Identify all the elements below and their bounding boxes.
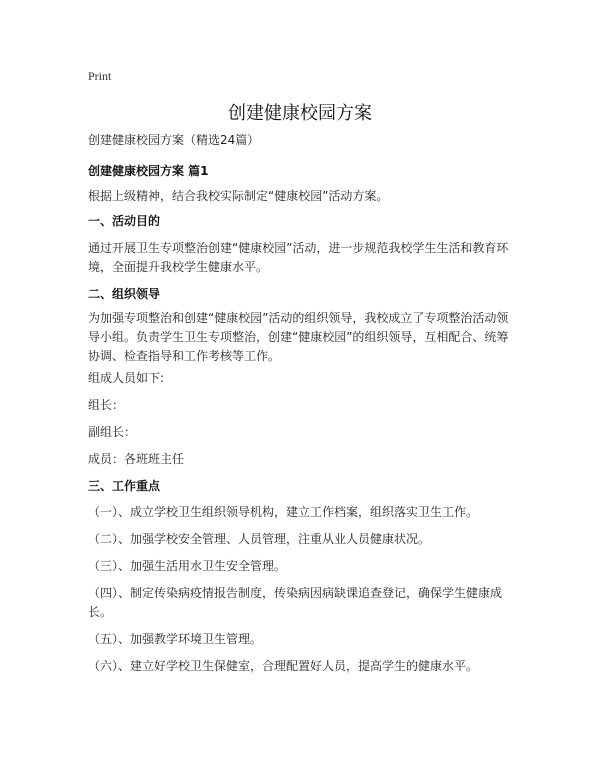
members-intro: 组成人员如下: <box>88 371 165 385</box>
members-line: 成员：各班班主任 <box>88 452 185 466</box>
paragraph-3: 为加强专项整治和创建“健康校园”活动的组织领导，我校成立了专项整治活动领导小组。负责学生卫生专项整治，创建“健康校园”的组织领导，互相配合、统筹协调、检查指导和工作考核等工作。 <box>88 311 509 363</box>
list-item: （二）、加强学校安全管理、人员管理，注重从业人员健康状况。 <box>88 532 431 546</box>
deputy-leader-line: 副组长： <box>88 425 137 439</box>
heading-activity-purpose: 一、活动目的 <box>88 214 161 228</box>
list-item: （三）、加强生活用水卫生安全管理。 <box>88 559 287 573</box>
print-label: Print <box>88 69 112 83</box>
heading-organization: 二、组织领导 <box>88 287 161 301</box>
list-item: （五）、加强教学环境卫生管理。 <box>88 632 263 646</box>
paragraph-1: 根据上级精神，结合我校实际制定“健康校园”活动方案。 <box>88 189 389 203</box>
leader-line: 组长： <box>88 398 125 412</box>
paragraph-2: 通过开展卫生专项整治创建“健康校园”活动，进一步规范我校学生生活和教育环境，全面提升我校学生健康水平。 <box>88 241 509 274</box>
list-item: （四）、制定传染病疫情报告制度，传染病因病缺课追查登记，确保学生健康成长。 <box>88 586 503 619</box>
section-title: 创建健康校园方案 篇1 <box>88 164 209 178</box>
list-item: （六）、建立好学校卫生保健室，合理配置好人员，提高学生的健康水平。 <box>88 659 479 673</box>
heading-work-focus: 三、工作重点 <box>88 479 161 493</box>
list-item: （一）、成立学校卫生组织领导机构，建立工作档案，组织落实卫生工作。 <box>88 505 479 519</box>
document-title: 创建健康校园方案 <box>228 103 372 124</box>
intro-text: 创建健康校园方案（精选24篇） <box>88 133 260 147</box>
